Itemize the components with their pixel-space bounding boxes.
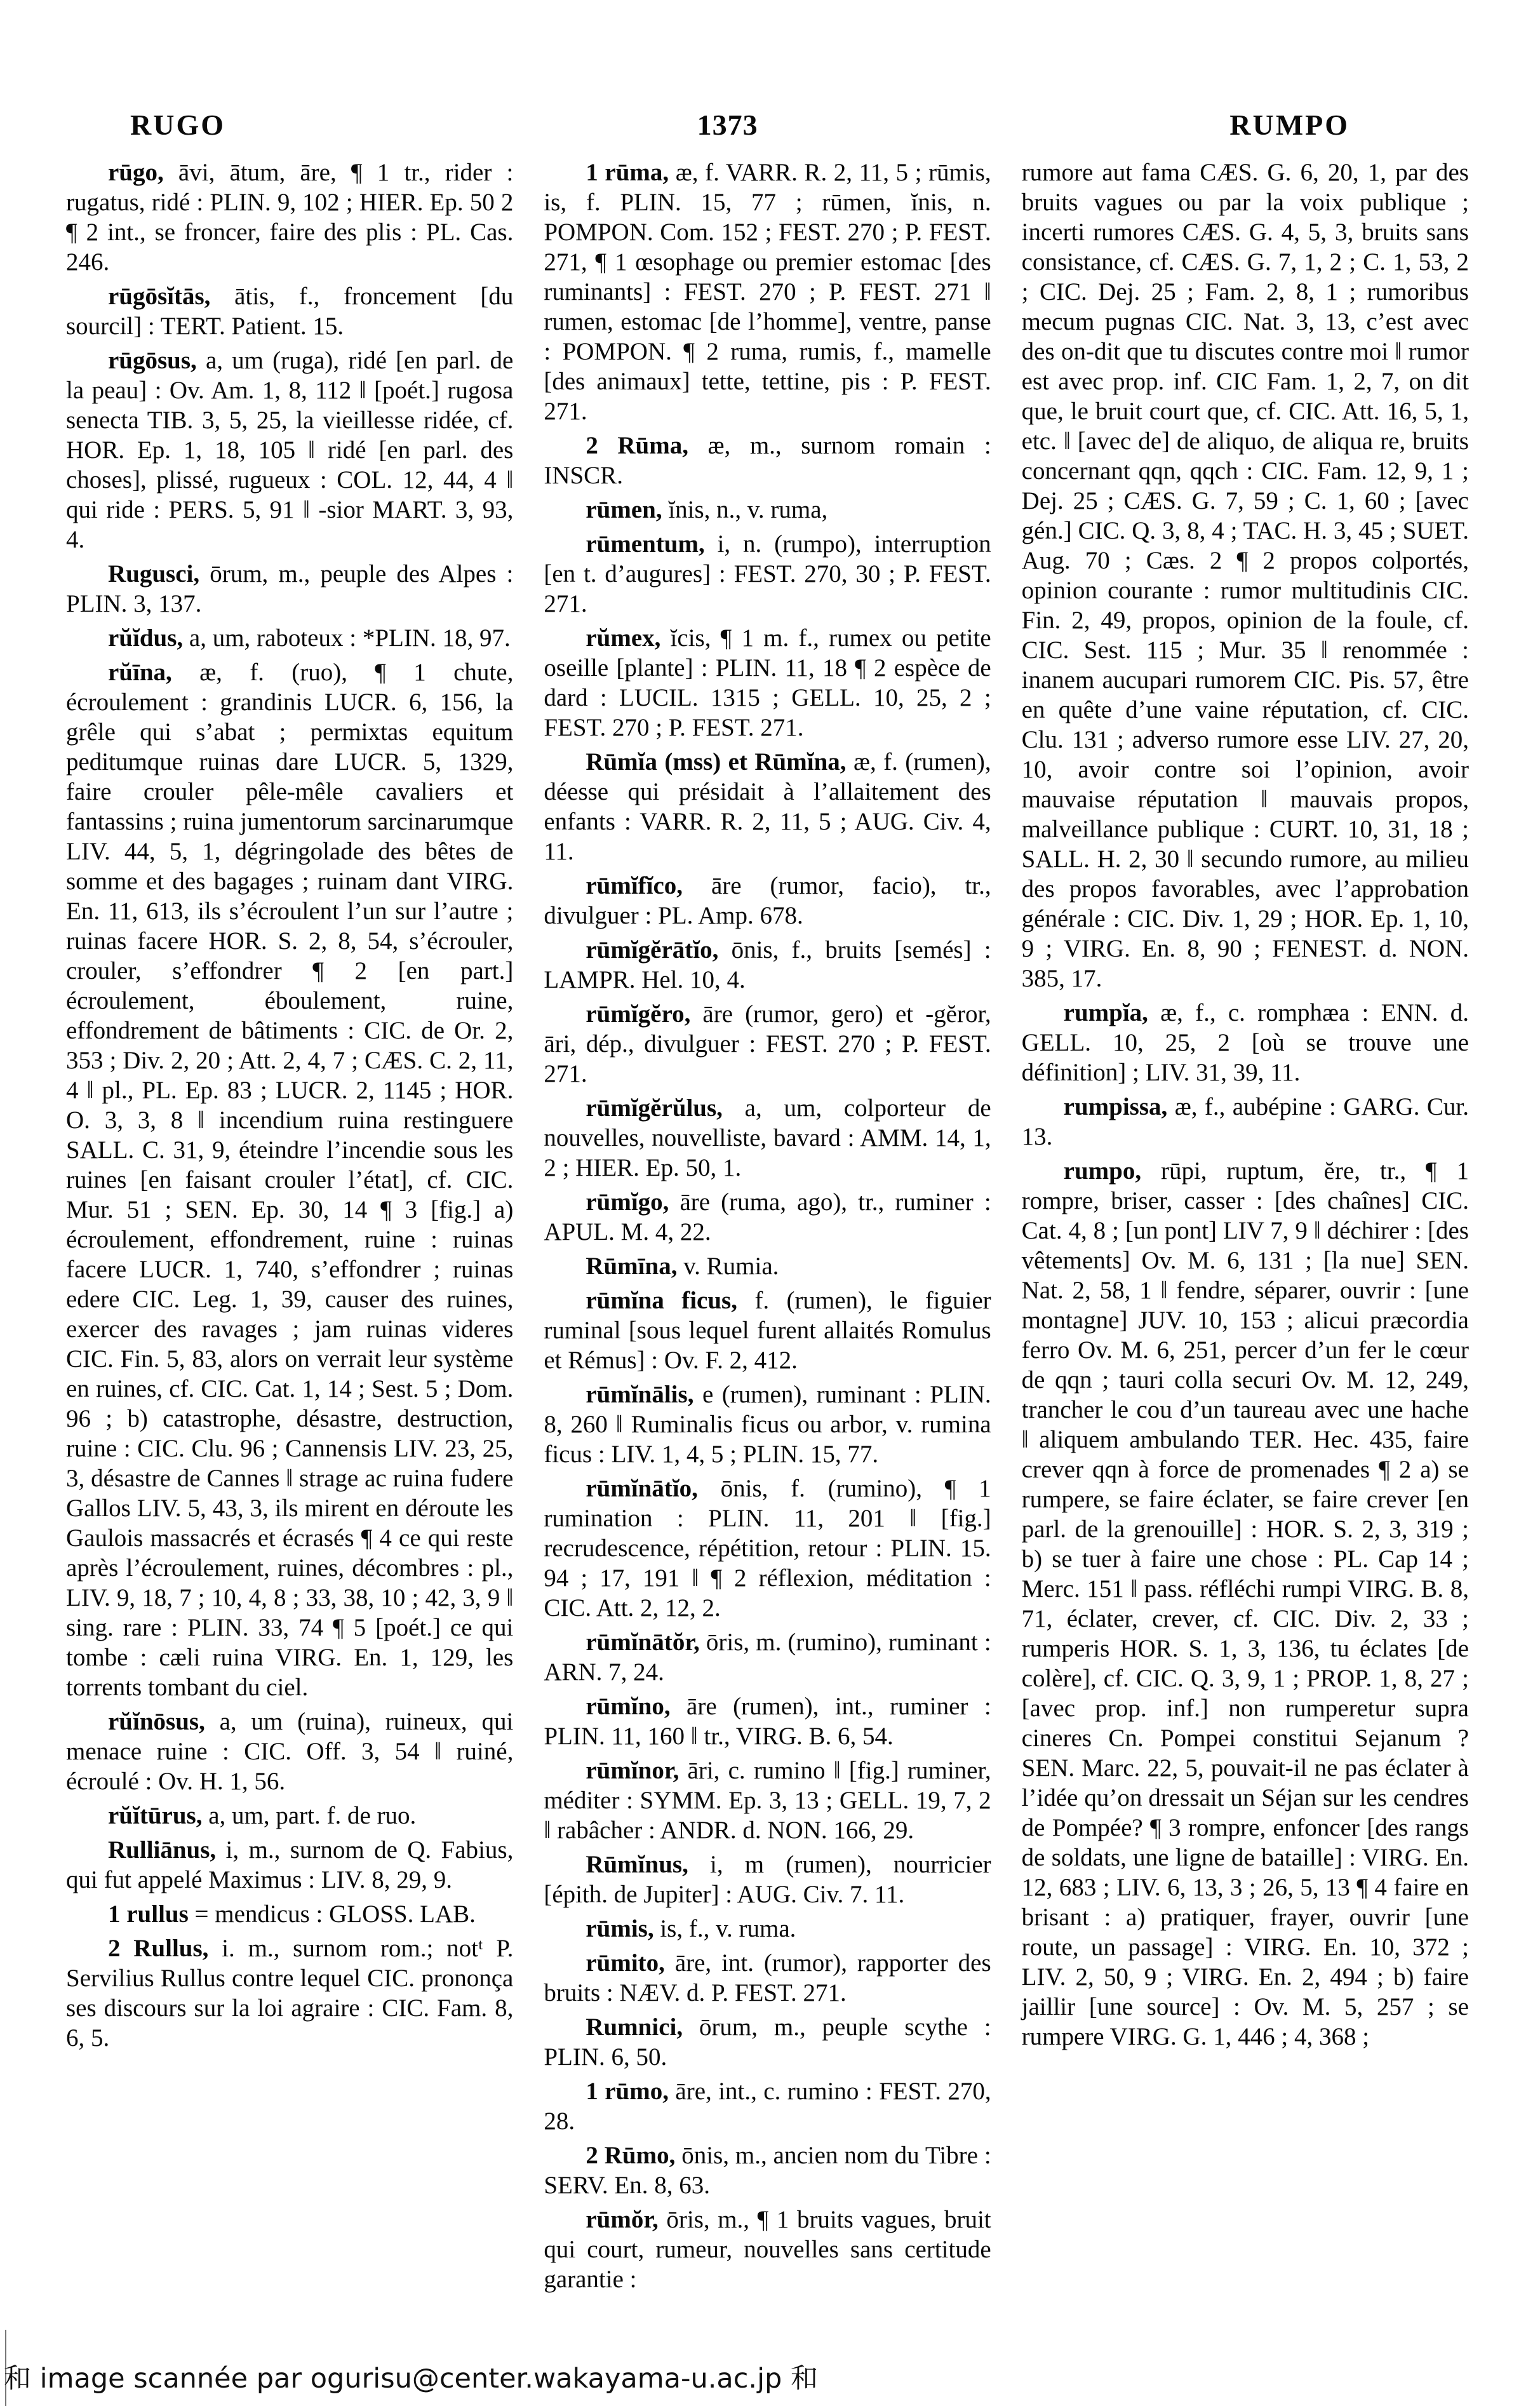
- dictionary-entry: Rūmīna, v. Rumia.: [586, 1253, 779, 1280]
- dictionary-entry: rūmĭna ficus, f. (rumen), le figuier ruminal [sous lequel furent allaités Romulus et Rémus] : Ov. F. 2, 412.: [544, 1287, 991, 1374]
- headword: 1 rullus: [108, 1900, 195, 1928]
- headword: rūmĭgĕrātĭo,: [586, 936, 732, 964]
- headword: rŭĭnōsus,: [108, 1708, 220, 1735]
- entry-continuation: rumore aut fama CÆS. G. 6, 20, 1, par des bruits vagues ou par la voix publique ; incerti rumores CÆS. G. 4, 5, 3, bruits sans consistance, cf. CÆS. G. 7, 1, 2 ; C. 1, 53, 2 ; CIC. Dej. 25 ; Fam. 2, 8, 1 ; rumoribus mecum pugnas CIC. Nat. 3, 13, c’est avec des on-dit que tu discutes contre moi ‖ rumor est avec prop. inf. CIC Fam. 1, 2, 7, on dit que, le bruit court que, cf. CIC. Att. 16, 5, 1, etc. ‖ [avec de] de aliquo, de aliqua re, bruits concernant qqn, qqch : CIC. Fam. 12, 9, 1 ; Dej. 25 ; CÆS. G. 7, 59 ; C. 1, 60 ; [avec gén.] CIC. Q. 3, 8, 4 ; TAC. H. 3, 45 ; SUET. Aug. 70 ; Cæs. 2 ¶ 2 propos colportés, opinion courante : rumor multitudinis CIC. Fin. 2, 49, propos, opinion de la foule, cf. CIC. Sest. 115 ; Mur. 35 ‖ renommée : inanem aucupari rumorem CIC. Pis. 57, être en quête d’une vaine réputation, cf. CIC. Clu. 131 ; adverso rumore esse LIV. 27, 20, 10, avoir contre soi l’opinion, avoir mauvaise réputation ‖ mauvais propos, malveillance publique : CURT. 10, 31, 18 ; SALL. H. 2, 30 ‖ secundo rumore, au milieu des propos favorables, avec l’approbation générale : CIC. Div. 1, 29 ; HOR. Ep. 1, 10, 9 ; VIRG. En. 8, 90 ; FENEST. d. NON. 385, 17.: [1021, 159, 1469, 992]
- dictionary-entry: rūmĭfĭco, āre (rumor, facio), tr., divulguer : PL. Amp. 678.: [544, 872, 991, 929]
- headword: rūmĭnātĭo,: [586, 1475, 721, 1502]
- headword: rūmĭfĭco,: [586, 872, 711, 899]
- column-1: [66, 158, 513, 2294]
- dictionary-entry: 1 rūmo, āre, int., c. rumino : FEST. 270, 28.: [544, 2078, 991, 2135]
- dictionary-columns: [0, 158, 1540, 2294]
- dictionary-entry: rūmĭno, āre (rumen), int., ruminer : PLIN. 11, 160 ‖ tr., VIRG. B. 6, 54.: [544, 1693, 991, 1750]
- dictionary-entry: rumpĭa, æ, f., c. romphæa : ENN. d. GELL. 10, 25, 2 [où se trouve une définition] ; LIV. 31, 39, 11.: [1021, 999, 1469, 1086]
- dictionary-entry: rūgōsĭtās, ātis, f., froncement [du sourcil] : TERT. Patient. 15.: [66, 283, 514, 340]
- page-header: [0, 108, 1540, 142]
- dictionary-entry: rūgōsus, a, um (ruga), ridé [en parl. de la peau] : Ov. Am. 1, 8, 112 ‖ [poét.] rugosa senecta TIB. 3, 5, 25, la vieillesse ridée, cf. HOR. Ep. 1, 18, 105 ‖ ridé [en parl. des choses], plissé, rugueux : COL. 12, 44, 4 ‖ qui ride : PERS. 5, 91 ‖ -sior MART. 3, 93, 4.: [66, 347, 514, 553]
- dictionary-entry: rūmen, ĭnis, n., v. ruma,: [586, 496, 828, 523]
- headword: Rūmĭnus,: [586, 1851, 711, 1878]
- headword: 2 Rūmo,: [586, 2142, 682, 2169]
- headword: Rūmīna,: [586, 1253, 684, 1280]
- dictionary-entry: rŭmex, ĭcis, ¶ 1 m. f., rumex ou petite oseille [plante] : PLIN. 11, 18 ¶ 2 espèce de dard : LUCIL. 1315 ; GELL. 10, 25, 2 ; FEST. 270 ; P. FEST. 271.: [544, 624, 991, 741]
- headword: rūmen,: [586, 496, 669, 523]
- dictionary-entry: 2 Rullus, i. m., surnom rom.; notᵗ P. Servilius Rullus contre lequel CIC. prononça ses discours sur la loi agraire : CIC. Fam. 8, 6, 5.: [66, 1935, 514, 2052]
- headword: 1 rūma,: [586, 159, 676, 186]
- headword: 2 Rūma,: [586, 432, 708, 459]
- headword: rūgo,: [108, 159, 178, 186]
- headword: rūmĭgo,: [586, 1188, 680, 1216]
- dictionary-entry: rūmentum, i, n. (rumpo), interruption [en t. d’augures] : FEST. 270, 30 ; P. FEST. 271.: [544, 530, 991, 617]
- header-right-guideword: RUMPO: [1229, 109, 1349, 141]
- dictionary-entry: 2 Rūma, æ, m., surnom romain : INSCR.: [544, 432, 991, 489]
- dictionary-entry: Rūmĭnus, i, m (rumen), nourricier [épith. de Jupiter] : AUG. Civ. 7. 11.: [544, 1851, 991, 1908]
- headword: rumpo,: [1063, 1157, 1161, 1185]
- header-left-guideword: RUGO: [130, 109, 225, 141]
- headword: rūmĭnālis,: [586, 1381, 702, 1408]
- headword: rūmĭnātŏr,: [586, 1629, 706, 1656]
- dictionary-entry: rūmis, is, f., v. ruma.: [586, 1915, 796, 1942]
- headword: rŭīna,: [108, 659, 200, 686]
- headword: 1 rūmo,: [586, 2078, 676, 2105]
- dictionary-entry: 1 rūma, æ, f. VARR. R. 2, 11, 5 ; rūmis, is, f. PLIN. 15, 77 ; rūmen, ĭnis, n. POMPON. Com. 152 ; FEST. 270 ; P. FEST. 271, ¶ 1 œsophage ou premier estomac [des ruminants] : FEST. 270 ; P. FEST. 271 ‖ rumen, estomac [de l’homme], ventre, panse : POMPON. ¶ 2 ruma, rumis, f., mamelle [des animaux] tette, tettine, pis : P. FEST. 271.: [544, 159, 991, 425]
- dictionary-entry: rūmĭgĕro, āre (rumor, gero) et -gĕror, āri, dép., divulguer : FEST. 270 ; P. FEST. 271.: [544, 1000, 991, 1087]
- scan-credit-footer: 和 image scannée par ogurisu@center.wakayama-u.ac.jp 和: [4, 2363, 819, 2395]
- headword: rūmentum,: [586, 530, 718, 558]
- dictionary-entry: rŭĭdus, a, um, raboteux : *PLIN. 18, 97.: [108, 624, 511, 652]
- headword: Rūmĭa (mss) et Rūmĭna,: [586, 748, 854, 776]
- headword: Rulliānus,: [108, 1836, 226, 1864]
- dictionary-entry: Rulliānus, i, m., surnom de Q. Fabius, qui fut appelé Maximus : LIV. 8, 29, 9.: [66, 1836, 514, 1893]
- dictionary-entry: rumpissa, æ, f., aubépine : GARG. Cur. 13.: [1021, 1093, 1469, 1150]
- dictionary-entry: rūmĭnālis, e (rumen), ruminant : PLIN. 8, 260 ‖ Ruminalis ficus ou arbor, v. rumina ficus : LIV. 1, 4, 5 ; PLIN. 15, 77.: [544, 1381, 991, 1468]
- dictionary-entry: rūmŏr, ōris, m., ¶ 1 bruits vagues, bruit qui court, rumeur, nouvelles sans certitude garantie :: [544, 2206, 991, 2293]
- dictionary-entry: rūmĭgo, āre (ruma, ago), tr., ruminer : APUL. M. 4, 22.: [544, 1188, 991, 1246]
- dictionary-entry: rūmĭgĕrātĭo, ōnis, f., bruits [semés] : LAMPR. Hel. 10, 4.: [544, 936, 991, 993]
- dictionary-entry: Rūmĭa (mss) et Rūmĭna, æ, f. (rumen), déesse qui présidait à l’allaitement des enfants : VARR. R. 2, 11, 5 ; AUG. Civ. 4, 11.: [544, 748, 991, 865]
- dictionary-entry: Rumnici, ōrum, m., peuple scythe : PLIN. 6, 50.: [544, 2013, 991, 2071]
- headword: rūmĭnor,: [586, 1757, 688, 1784]
- dictionary-entry: rŭĭtūrus, a, um, part. f. de ruo.: [108, 1802, 417, 1829]
- headword: rumpissa,: [1063, 1093, 1175, 1120]
- headword: rūmĭno,: [586, 1693, 687, 1720]
- column-2: [544, 158, 991, 2294]
- dictionary-entry: rūmito, āre, int. (rumor), rapporter des bruits : NÆV. d. P. FEST. 271.: [544, 1949, 991, 2006]
- headword: rūmĭna ficus,: [586, 1287, 755, 1314]
- dictionary-entry: 2 Rūmo, ōnis, m., ancien nom du Tibre : SERV. En. 8, 63.: [544, 2142, 991, 2199]
- headword: rŭmex,: [586, 624, 671, 652]
- page-number: 1373: [697, 109, 758, 141]
- dictionary-entry: rūgo, āvi, ātum, āre, ¶ 1 tr., rider : rugatus, ridé : PLIN. 9, 102 ; HIER. Ep. 50 2 ¶ 2 int., se froncer, faire des plis : PL. Cas. 246.: [66, 159, 514, 276]
- dictionary-entry: rūmĭnor, āri, c. rumino ‖ [fig.] ruminer, méditer : SYMM. Ep. 3, 13 ; GELL. 19, 7, 2 ‖ rabâcher : ANDR. d. NON. 166, 29.: [544, 1757, 991, 1844]
- headword: rūgōsĭtās,: [108, 283, 235, 310]
- dictionary-entry: Rugusci, ōrum, m., peuple des Alpes : PLIN. 3, 137.: [66, 560, 514, 617]
- headword: rŭĭtūrus,: [108, 1802, 209, 1829]
- headword: rūmito,: [586, 1949, 675, 1977]
- headword: Rumnici,: [586, 2013, 699, 2041]
- dictionary-entry: rŭīna, æ, f. (ruo), ¶ 1 chute, écroulement : grandinis LUCR. 6, 156, la grêle qui s’abat ; permixtas equitum peditumque ruinas dare LUCR. 5, 1329, faire crouler pêle-mêle cavaliers et fantassins ; ruina jumentorum sarcinarumque LIV. 44, 5, 1, dégringolade des bêtes de somme et des bagages ; ruinam dant VIRG. En. 11, 613, ils s’écroulent l’un sur l’autre ; ruinas facere HOR. S. 2, 8, 54, s’écrouler, crouler, s’effondrer ¶ 2 [en part.] écroulement, éboulement, ruine, effondrement de bâtiments : CIC. de Or. 2, 353 ; Div. 2, 20 ; Att. 2, 4, 7 ; CÆS. C. 2, 11, 4 ‖ pl., PL. Ep. 83 ; LUCR. 2, 1145 ; HOR. O. 3, 3, 8 ‖ incendium ruina restinguere SALL. C. 31, 9, éteindre l’incendie sous les ruines [en faisant crouler l’état], cf. CIC. Mur. 51 ; SEN. Ep. 30, 14 ¶ 3 [fig.] a) écroulement, effondrement, ruine : ruinas facere LUCR. 1, 740, s’effondrer ; ruinas edere CIC. Leg. 1, 39, causer des ruines, exercer des ravages ; jam ruinas videres CIC. Fin. 5, 83, alors on verrait leur système en ruines, cf. CIC. Cat. 1, 14 ; Sest. 5 ; Dom. 96 ; b) catastrophe, désastre, destruction, ruine : CIC. Clu. 96 ; Cannensis LIV. 23, 25, 3, désastre de Cannes ‖ strage ac ruina fudere Gallos LIV. 5, 43, 3, ils mirent en déroute les Gaulois massacrés et écrasés ¶ 4 ce qui reste après l’écroulement, ruines, décombres : pl., LIV. 9, 18, 7 ; 10, 4, 8 ; 33, 38, 10 ; 42, 3, 9 ‖ sing. rare : PLIN. 33, 74 ¶ 5 [poét.] ce qui tombe : cæli ruina VIRG. En. 1, 129, les torrents tombant du ciel.: [66, 659, 514, 1701]
- headword: rūmŏr,: [586, 2206, 667, 2233]
- headword: rūgōsus,: [108, 347, 206, 374]
- dictionary-entry: rūmĭnātŏr, ōris, m. (rumino), ruminant : ARN. 7, 24.: [544, 1629, 991, 1686]
- headword: rumpĭa,: [1063, 999, 1161, 1026]
- dictionary-entry: rumpo, rūpi, ruptum, ĕre, tr., ¶ 1 rompre, briser, casser : [des chaînes] CIC. Cat. 4, 8 ; [un pont] LIV 7, 9 ‖ déchirer : [des vêtements] Ov. M. 6, 131 ; [la nue] SEN. Nat. 2, 58, 1 ‖ fendre, séparer, ouvrir : [une montagne] JUV. 10, 153 ; alicui præcordia ferro Ov. M. 6, 251, percer d’un fer le cœur de qqn ; tauri colla securi Ov. M. 12, 249, trancher le cou d’un taureau avec une hache ‖ aliquem ambulando TER. Hec. 435, faire crever qqn à force de promenades ¶ 2 a) se rumpere, se faire éclater, se faire crever [en parl. de la grenouille] : HOR. S. 2, 3, 319 ; b) se tuer à faire une chose : PL. Cap 14 ; Merc. 151 ‖ pass. réfléchi rumpi VIRG. B. 8, 71, éclater, crever, cf. CIC. Div. 2, 33 ; rumperis HOR. S. 1, 3, 136, tu éclates [de colère], cf. CIC. Q. 3, 9, 1 ; PROP. 1, 8, 27 ; [avec prop. inf.] non rumperetur supra cineres Cn. Pompei constitui Sejanum ? SEN. Marc. 22, 5, pouvait-il ne pas éclater à l’idée qu’on dressait un Séjan sur les cendres de Pompée? ¶ 3 rompre, enfoncer [des rangs de soldats, une ligne de bataille] : VIRG. En. 12, 683 ; LIV. 6, 13, 3 ; 26, 5, 13 ¶ 4 faire en brisant : a) pratiquer, frayer, ouvrir [une route, un passage] : VIRG. En. 10, 372 ; LIV. 2, 50, 9 ; VIRG. En. 2, 494 ; b) faire jaillir [une source] : Ov. M. 5, 257 ; se rumpere VIRG. G. 1, 446 ; 4, 368 ;: [1021, 1157, 1469, 2050]
- headword: 2 Rullus,: [108, 1935, 222, 1962]
- headword: rŭĭdus,: [108, 624, 189, 652]
- dictionary-entry: rŭĭnōsus, a, um (ruina), ruineux, qui menace ruine : CIC. Off. 3, 54 ‖ ruiné, écroulé : Ov. H. 1, 56.: [66, 1708, 514, 1795]
- column-3: [1022, 158, 1469, 2294]
- dictionary-entry: rūmĭgĕrŭlus, a, um, colporteur de nouvelles, nouvelliste, bavard : AMM. 14, 1, 2 ; HIER. Ep. 50, 1.: [544, 1094, 991, 1181]
- headword: rūmis,: [586, 1915, 660, 1942]
- dictionary-entry: rūmĭnātĭo, ōnis, f. (rumino), ¶ 1 rumination : PLIN. 11, 201 ‖ [fig.] recrudescence, répétition, retour : PLIN. 15. 94 ; 17, 191 ‖ ¶ 2 réflexion, méditation : CIC. Att. 2, 12, 2.: [544, 1475, 991, 1622]
- headword: Rugusci,: [108, 560, 210, 588]
- headword: rūmĭgĕro,: [586, 1000, 703, 1028]
- dictionary-entry: 1 rullus = mendicus : GLOSS. LAB.: [108, 1900, 476, 1928]
- headword: rūmĭgĕrŭlus,: [586, 1094, 745, 1122]
